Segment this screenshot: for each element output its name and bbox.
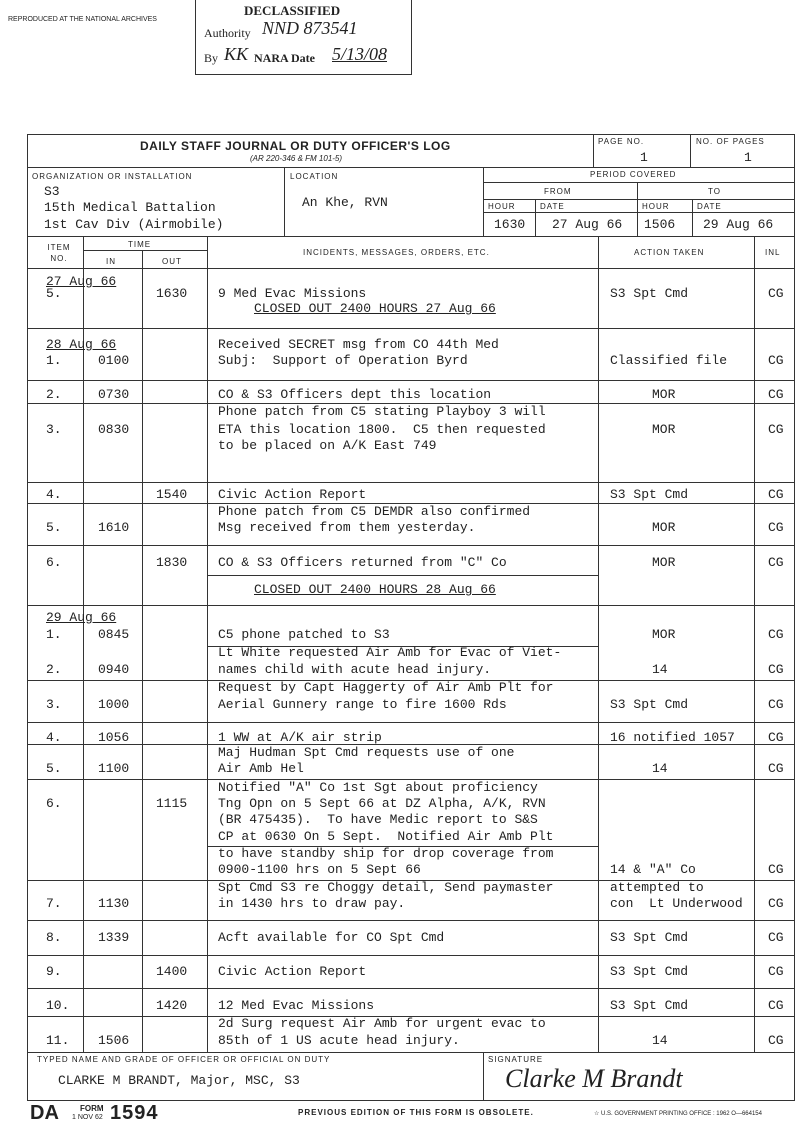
entry-action: 14 — [652, 662, 668, 677]
col-action: ACTION TAKEN — [634, 248, 705, 257]
entry-inl: CG — [768, 1033, 784, 1048]
row-separator — [27, 722, 795, 723]
entry-in: 1130 — [98, 896, 130, 911]
entry-inl: CG — [768, 761, 784, 776]
typed-name: CLARKE M BRANDT, Major, MSC, S3 — [58, 1073, 300, 1088]
entry-item: 4. — [46, 487, 62, 502]
col-time: TIME — [128, 240, 152, 249]
entry-in: 0830 — [98, 422, 130, 437]
entry-text: C5 phone patched to S3 — [218, 627, 390, 642]
form-title: DAILY STAFF JOURNAL OR DUTY OFFICER'S LOG — [140, 139, 451, 153]
authority-value: NND 873541 — [262, 18, 358, 38]
location-label: LOCATION — [290, 172, 339, 181]
entry-inl: CG — [768, 896, 784, 911]
entry-text: Lt White requested Air Amb for Evac of Viet- — [218, 645, 562, 660]
org-line3: 1st Cav Div (Airmobile) — [44, 217, 224, 232]
col-out: OUT — [162, 257, 182, 266]
col-in: IN — [106, 257, 116, 266]
entry-text: Tng Opn on 5 Sept 66 at DZ Alpha, A/K, RVN — [218, 796, 546, 811]
to-date-label: DATE — [697, 202, 722, 211]
org-line1: S3 — [44, 184, 60, 199]
from-hour-label: HOUR — [488, 202, 516, 211]
org-label: ORGANIZATION OR INSTALLATION — [32, 172, 193, 181]
num-pages-label: NO. OF PAGES — [696, 137, 765, 146]
entry-inl: CG — [768, 422, 784, 437]
entry-item: 2. — [46, 387, 62, 402]
entry-in: 1506 — [98, 1033, 130, 1048]
signature-label: SIGNATURE — [488, 1055, 544, 1064]
entry-inl: CG — [768, 662, 784, 677]
entry-in: 1056 — [98, 730, 130, 745]
entry-item: 2. — [46, 662, 62, 677]
row-separator — [27, 482, 795, 483]
entry-text: 9 Med Evac Missions — [218, 286, 367, 301]
col-incidents: INCIDENTS, MESSAGES, ORDERS, ETC. — [303, 248, 490, 257]
period-to-label: TO — [708, 187, 721, 196]
entry-text: 2d Surg request Air Amb for urgent evac to — [218, 1016, 546, 1031]
row-separator — [27, 988, 795, 989]
entry-item: 6. — [46, 555, 62, 570]
row-separator — [27, 380, 795, 381]
row-separator — [27, 328, 795, 329]
declassified-box — [195, 0, 412, 75]
declassified-title: DECLASSIFIED — [244, 3, 341, 18]
entry-text: CO & S3 Officers dept this location — [218, 387, 492, 402]
location-value: An Khe, RVN — [302, 195, 388, 210]
from-date-label: DATE — [540, 202, 565, 211]
entry-action: attempted to — [610, 880, 704, 895]
entry-text: Received SECRET msg from CO 44th Med — [218, 337, 499, 352]
to-hour: 1506 — [644, 217, 676, 232]
form-number: 1594 — [110, 1102, 159, 1124]
entry-text: 12 Med Evac Missions — [218, 998, 375, 1013]
entry-item: 28 Aug 66 — [46, 337, 117, 352]
entry-text: CO & S3 Officers returned from "C" Co — [218, 555, 507, 570]
entry-text: Acft available for CO Spt Cmd — [218, 930, 445, 945]
entry-text: Phone patch from C5 DEMDR also confirmed — [218, 504, 531, 519]
row-separator — [27, 920, 795, 921]
entry-item: 5. — [46, 520, 62, 535]
entry-text: Civic Action Report — [218, 964, 367, 979]
entry-text: Msg received from them yesterday. — [218, 520, 476, 535]
entry-text: 0900-1100 hrs on 5 Sept 66 — [218, 862, 421, 877]
entry-text: Request by Capt Haggerty of Air Amb Plt for — [218, 680, 554, 695]
form-da: DA — [30, 1102, 59, 1124]
page-no-label: PAGE NO. — [598, 137, 645, 146]
signature: Clarke M Brandt — [505, 1064, 683, 1093]
entry-item: 4. — [46, 730, 62, 745]
entry-in: 1610 — [98, 520, 130, 535]
row-separator — [27, 605, 795, 606]
entry-inl: CG — [768, 998, 784, 1013]
to-hour-label: HOUR — [642, 202, 670, 211]
entry-text: Maj Hudman Spt Cmd requests use of one — [218, 745, 515, 760]
entry-action: MOR — [652, 555, 676, 570]
entry-action: S3 Spt Cmd — [610, 998, 689, 1013]
entry-action: MOR — [652, 627, 676, 642]
entry-inl: CG — [768, 487, 784, 502]
org-line2: 15th Medical Battalion — [44, 200, 216, 215]
entry-inl: CG — [768, 387, 784, 402]
entry-in: 0100 — [98, 353, 130, 368]
entry-in: 0730 — [98, 387, 130, 402]
entry-item: 3. — [46, 697, 62, 712]
entry-inl: CG — [768, 930, 784, 945]
entry-text: Air Amb Hel — [218, 761, 304, 776]
entry-action: S3 Spt Cmd — [610, 964, 689, 979]
gpo-note: ☆ U.S. GOVERNMENT PRINTING OFFICE : 1962 O—664154 — [594, 1111, 762, 1117]
entry-text: CP at 0630 On 5 Sept. Notified Air Amb Plt — [218, 829, 554, 844]
entry-inl: CG — [768, 730, 784, 745]
entry-item: 11. — [46, 1033, 70, 1048]
entry-action: 14 — [652, 1033, 668, 1048]
entry-text: Subj: Support of Operation Byrd — [218, 353, 468, 368]
entry-action: Classified file — [610, 353, 728, 368]
entry-text: names child with acute head injury. — [218, 662, 492, 677]
entry-item: 29 Aug 66 — [46, 610, 117, 625]
entry-item: 8. — [46, 930, 62, 945]
entry-item: 6. — [46, 796, 62, 811]
entry-inl: CG — [768, 353, 784, 368]
entry-action: S3 Spt Cmd — [610, 286, 689, 301]
entry-in: 1100 — [98, 761, 130, 776]
by-value: KK — [224, 44, 249, 64]
col-inl: INL — [765, 248, 781, 257]
entry-action: 14 & "A" Co — [610, 862, 696, 877]
entry-text: 85th of 1 US acute head injury. — [218, 1033, 460, 1048]
entry-text: CLOSED OUT 2400 HOURS 27 Aug 66 — [254, 301, 496, 316]
entry-in: 0940 — [98, 662, 130, 677]
entry-item: 10. — [46, 998, 70, 1013]
entry-action: MOR — [652, 387, 676, 402]
entry-out: 1400 — [156, 964, 188, 979]
entry-in: 0845 — [98, 627, 130, 642]
entry-out: 1540 — [156, 487, 188, 502]
entry-action: S3 Spt Cmd — [610, 697, 689, 712]
entry-inl: CG — [768, 520, 784, 535]
entry-item: 1. — [46, 627, 62, 642]
archive-stamp: REPRODUCED AT THE NATIONAL ARCHIVES — [8, 16, 157, 23]
entry-out: 1115 — [156, 796, 188, 811]
typed-name-label: TYPED NAME AND GRADE OF OFFICER OR OFFICIAL ON DUTY — [37, 1055, 331, 1064]
entry-text: to be placed on A/K East 749 — [218, 438, 437, 453]
entry-in: 1339 — [98, 930, 130, 945]
entry-text: Phone patch from C5 stating Playboy 3 will — [218, 404, 546, 419]
page-no: 1 — [640, 150, 648, 165]
entry-inl: CG — [768, 964, 784, 979]
period-label: PERIOD COVERED — [590, 170, 677, 179]
entry-item: 27 Aug 66 — [46, 274, 117, 289]
entry-item: 5. — [46, 286, 62, 301]
entry-action: S3 Spt Cmd — [610, 930, 689, 945]
entry-inl: CG — [768, 862, 784, 877]
entry-text: in 1430 hrs to draw pay. — [218, 896, 406, 911]
entry-out: 1630 — [156, 286, 188, 301]
entry-out: 1420 — [156, 998, 188, 1013]
from-hour: 1630 — [494, 217, 526, 232]
entry-text: Spt Cmd S3 re Choggy detail, Send paymaster — [218, 880, 554, 895]
entry-in: 1000 — [98, 697, 130, 712]
authority-label: Authority — [204, 26, 251, 40]
row-separator — [27, 545, 795, 546]
entry-action: MOR — [652, 422, 676, 437]
entry-action: con Lt Underwood — [610, 896, 743, 911]
entry-action: S3 Spt Cmd — [610, 487, 689, 502]
entry-item: 9. — [46, 964, 62, 979]
form-word: FORM — [80, 1104, 104, 1113]
entry-inl: CG — [768, 555, 784, 570]
entry-item: 3. — [46, 422, 62, 437]
period-from-label: FROM — [544, 187, 572, 196]
entry-item: 5. — [46, 761, 62, 776]
form-date: 1 NOV 62 — [72, 1114, 103, 1121]
by-label: By — [204, 51, 219, 65]
form-subtitle: (AR 220-346 & FM 101-5) — [250, 154, 343, 163]
entry-item: 7. — [46, 896, 62, 911]
entry-text: Notified "A" Co 1st Sgt about proficiency — [218, 780, 538, 795]
entry-text: (BR 475435). To have Medic report to S&S — [218, 812, 538, 827]
entry-text: ETA this location 1800. C5 then requested — [218, 422, 546, 437]
row-separator — [27, 955, 795, 956]
from-date: 27 Aug 66 — [552, 217, 623, 232]
entry-text: to have standby ship for drop coverage from — [218, 846, 554, 861]
obsolete-note: PREVIOUS EDITION OF THIS FORM IS OBSOLETE. — [298, 1108, 534, 1117]
to-date: 29 Aug 66 — [703, 217, 774, 232]
entry-inl: CG — [768, 286, 784, 301]
nara-label: NARA Date — [254, 51, 315, 65]
entry-inl: CG — [768, 697, 784, 712]
entry-item: 1. — [46, 353, 62, 368]
col-item: ITEM NO. — [47, 243, 71, 263]
entry-text: Civic Action Report — [218, 487, 367, 502]
entry-text: Aerial Gunnery range to fire 1600 Rds — [218, 697, 507, 712]
entry-out: 1830 — [156, 555, 188, 570]
num-pages: 1 — [744, 150, 752, 165]
entry-text: 1 WW at A/K air strip — [218, 730, 382, 745]
entry-inl: CG — [768, 627, 784, 642]
entry-action: MOR — [652, 520, 676, 535]
row-separator — [207, 575, 599, 576]
entry-action: 14 — [652, 761, 668, 776]
entry-text: CLOSED OUT 2400 HOURS 28 Aug 66 — [254, 582, 496, 597]
entry-action: 16 notified 1057 — [610, 730, 735, 745]
declass-date: 5/13/08 — [332, 44, 388, 64]
